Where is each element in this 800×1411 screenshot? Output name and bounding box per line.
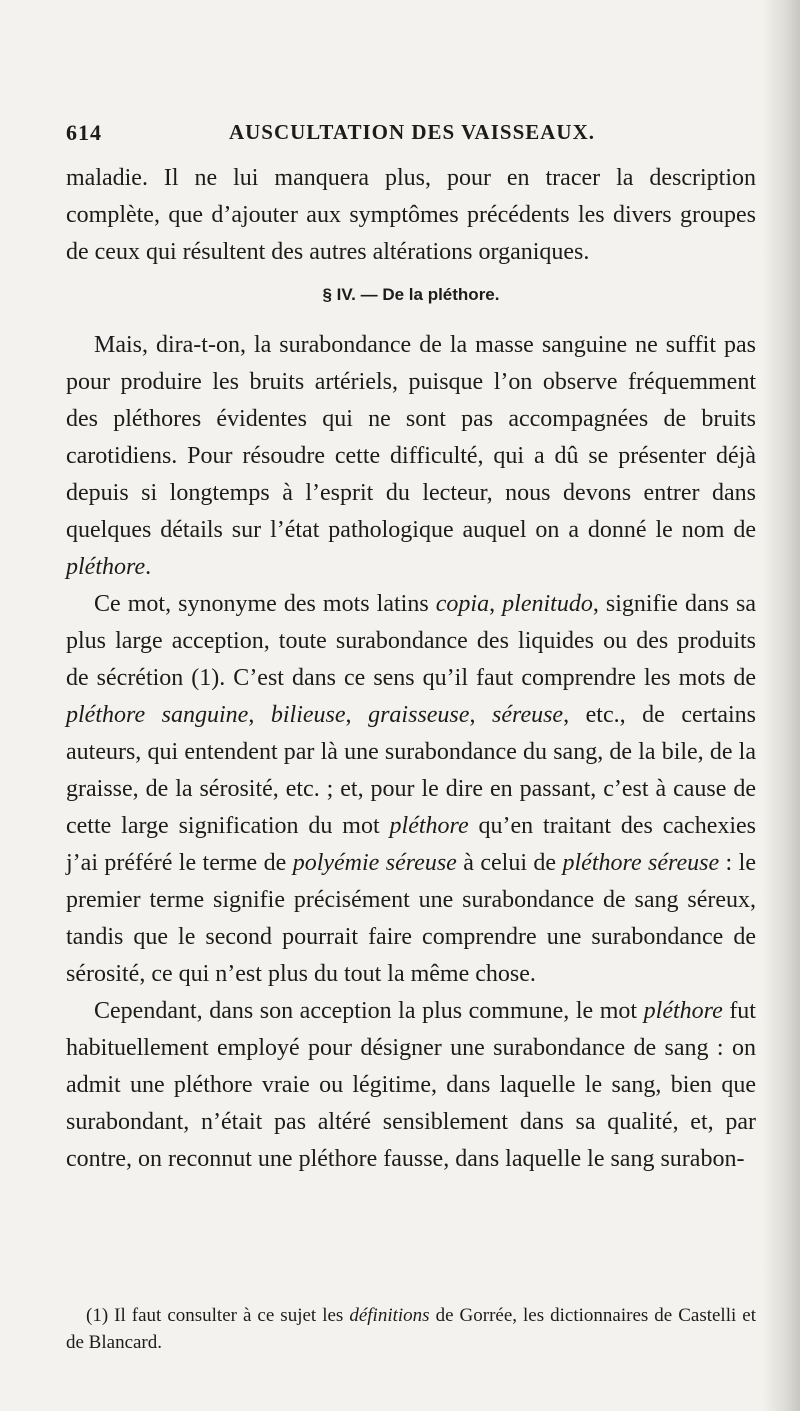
paragraph-objection <box>66 327 756 586</box>
paragraph-text: fut habituellement employé pour désigner une surabondance de sang : on admit une pléthore vraie ou légitime, dans laquelle le sang, bien que surabondant, n’était pas altéré sensiblement dans sa qualité, et, par contre, on reconnut une pléthore fausse, dans laquelle le sang surabon- <box>66 998 756 1172</box>
page-number: 614 <box>66 120 102 145</box>
italic-term: copia <box>435 591 490 617</box>
running-head: AUSCULTATION DES VAISSEAUX. <box>228 120 596 144</box>
footnote-text: (1) Il faut consulter à ce sujet les <box>86 1305 350 1326</box>
italic-term: pléthore sanguine <box>66 702 249 728</box>
italic-term: plenitudo <box>502 591 593 617</box>
paragraph-text: , etc., de certains auteurs, qui entendent par là une surabondance du sang, de la bile, de la graisse, de la sérosité, etc. ; et, pour le dire en passant, c’est à cause de cette large signification du mot <box>66 702 757 839</box>
italic-term: polyémie séreuse <box>292 850 457 876</box>
paragraph-text: Mais, dira-t-on, la surabondance de la masse sanguine ne suffit pas pour produire les bruits artériels, puisque l’on observe fréquemment des pléthores évidentes qui ne sont pas accompagnées de bruits carotidiens. Pour résoudre cette difficulté, qui a dû se présenter déjà depuis si longtemps à l’esprit du lecteur, nous devons entrer dans quelques détails sur l’état pathologique auquel on a donné le nom de <box>66 332 756 543</box>
italic-term: pléthore <box>643 998 723 1024</box>
paragraph-text: , <box>345 702 369 728</box>
paragraph-definition <box>66 586 756 993</box>
italic-term: pléthore séreuse <box>562 850 720 876</box>
italic-term: pléthore <box>389 813 469 839</box>
paragraph-text: Cependant, dans son acception la plus commune, le mot <box>94 998 644 1024</box>
paragraph-text: , <box>489 591 503 617</box>
footnote <box>66 1302 756 1356</box>
footnote-text: de Gorrée, les dictionnaires de Castelli et de Blancard. <box>66 1305 756 1353</box>
paragraph-text: qu’en traitant des cachexies j’ai préféré le terme de <box>66 813 757 876</box>
italic-term: définitions <box>349 1305 430 1326</box>
paragraph-text: , <box>248 702 271 728</box>
italic-term: séreuse <box>492 702 564 728</box>
paragraph-common-sense <box>66 993 756 1178</box>
paragraph-text: , signifie dans sa plus large acception, toute surabondance des liquides ou des produits de sécrétion (1). C’est dans ce sens qu’il faut comprendre les mots de <box>66 591 756 691</box>
page-edge-shadow <box>762 0 800 1411</box>
paragraph-text: : le premier terme signifie précisément une surabondance de sang séreux, tandis que le second pourrait faire comprendre une surabondance de sérosité, ce qui n’est plus du tout la même chose. <box>66 850 756 987</box>
italic-term: bilieuse <box>270 702 346 728</box>
paragraph-text: , <box>469 702 492 728</box>
page-header <box>66 120 756 150</box>
body-text <box>66 160 756 1178</box>
paragraph-text: . <box>145 554 152 580</box>
italic-term: pléthore <box>66 554 146 580</box>
paragraph-text: à celui de <box>456 850 563 876</box>
italic-term: graisseuse <box>368 702 470 728</box>
section-heading: § IV. — De la pléthore. <box>322 285 500 304</box>
paragraph-continuation: maladie. Il ne lui manquera plus, pour en tracer la description complète, que d’ajouter aux symptômes précédents les divers groupes de ceux qui résultent des autres altérations organiques. <box>66 165 756 265</box>
paragraph-text: Ce mot, synonyme des mots latins <box>94 591 436 617</box>
